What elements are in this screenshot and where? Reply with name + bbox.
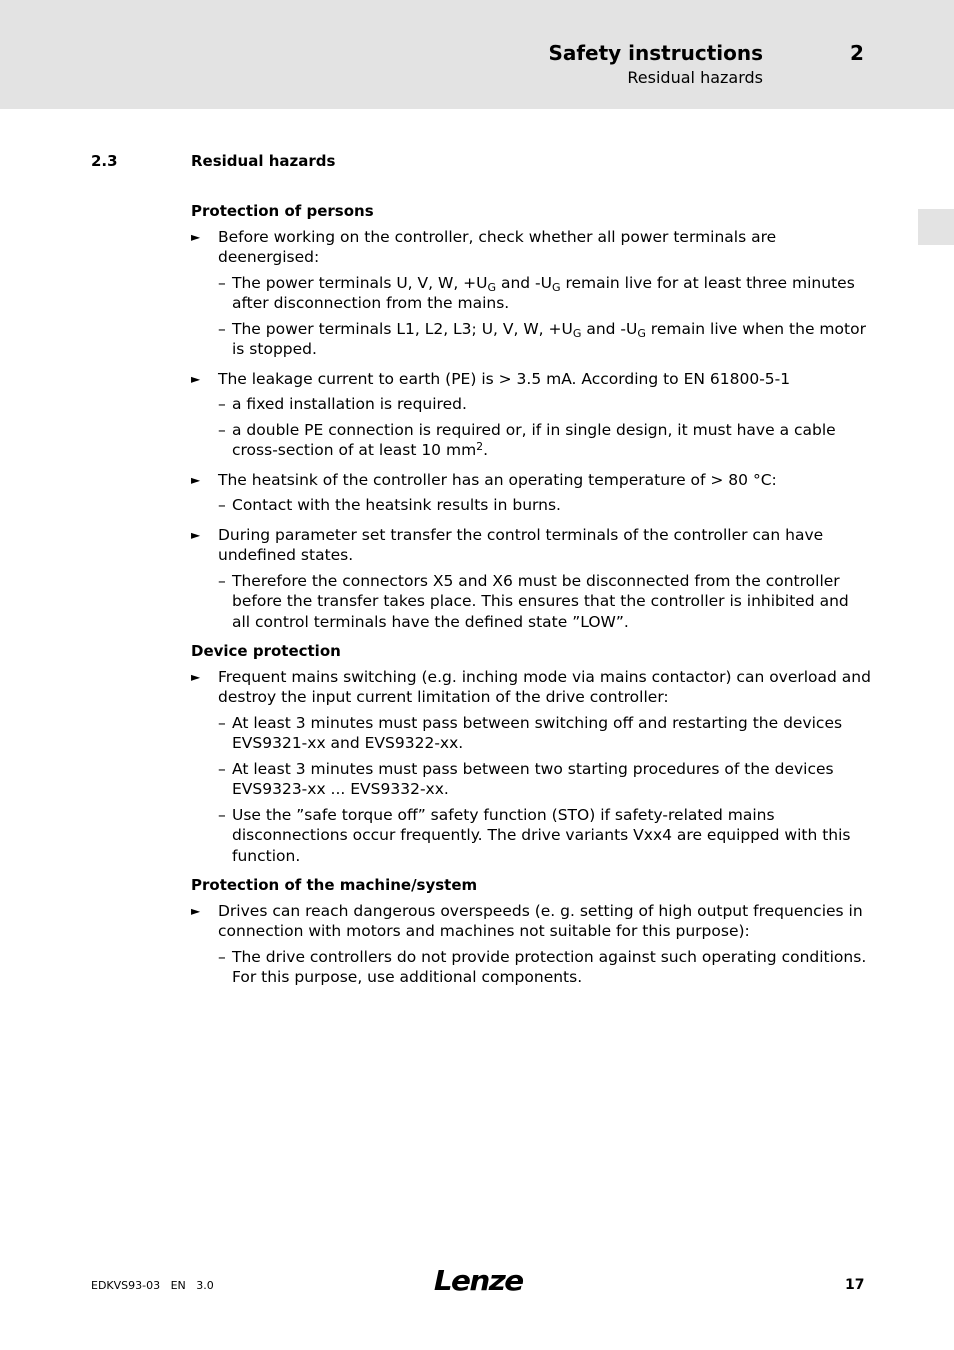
dash-item: – Use the ”safe torque off” safety function (STO) if safety-related mains disconnections occur frequently. The drive variants Vxx4 are equipped with this function. <box>218 805 851 865</box>
subheading-device-protection: Device protection <box>191 642 341 660</box>
bullet-text: Frequent mains switching (e.g. inching mode via mains contactor) can overload and destroy the input current limitation of the drive controller: <box>218 667 871 706</box>
dash-marker: – <box>218 805 226 824</box>
chapter-title: Safety instructions <box>548 41 763 65</box>
bullet-text: Before working on the controller, check whether all power terminals are deenergised: <box>218 227 777 266</box>
bullet-item <box>191 667 871 708</box>
triangle-bullet-icon: ► <box>191 903 201 918</box>
header-band <box>0 0 954 109</box>
subheading-protection-of-machine: Protection of the machine/system <box>191 876 478 894</box>
chapter-tab-marker <box>918 209 954 245</box>
dash-item: – The power terminals L1, L2, L3; U, V, W, $+U_G$ and $-U_G$ remain live when the motor is stopped. <box>218 319 866 358</box>
page-number: 17 <box>845 1277 865 1293</box>
dash-marker: – <box>218 273 226 292</box>
dash-item: – a double PE connection is required or, if in single design, it must have a cable cross-section of at least 10 $mm^2$. <box>218 420 836 459</box>
dash-marker: – <box>218 395 226 413</box>
dash-item: – a fixed installation is required. <box>218 395 467 413</box>
bullet-item <box>191 525 871 566</box>
dash-marker: – <box>218 420 226 439</box>
bullet-item <box>191 227 871 268</box>
dash-marker: – <box>218 496 226 514</box>
dash-item: – Contact with the heatsink results in burns. <box>218 496 561 514</box>
dash-marker: – <box>218 947 226 966</box>
subheading-protection-of-persons: Protection of persons <box>191 202 374 220</box>
section-title: Residual hazards <box>191 152 336 170</box>
lenze-logo: Lenze <box>433 1264 523 1297</box>
chapter-number: 2 <box>850 41 864 65</box>
bullet-text: Drives can reach dangerous overspeeds (e. g. setting of high output frequencies in connection with motors and machines not suitable for this purpose): <box>218 901 863 940</box>
bullet-item <box>191 901 871 942</box>
dash-item: – The drive controllers do not provide protection against such operating conditions. For this purpose, use additional components. <box>218 947 867 986</box>
page-content <box>191 201 871 988</box>
bullet-item <box>191 470 871 491</box>
bullet-text: During parameter set transfer the control terminals of the controller can have undefined states. <box>218 525 824 564</box>
triangle-bullet-icon: ► <box>191 229 201 244</box>
dash-marker: – <box>218 319 226 338</box>
dash-marker: – <box>218 571 226 590</box>
dash-item: – The power terminals U, V, W, $+U_G$ and $-U_G$ remain live for at least three minutes after disconnection from the mains. <box>218 273 855 312</box>
dash-item: – At least 3 minutes must pass between two starting procedures of the devices EVS9323-xx ... EVS9332-xx. <box>218 759 834 798</box>
dash-marker: – <box>218 713 226 732</box>
triangle-bullet-icon: ► <box>191 371 201 386</box>
document-code: EDKVS93-03 EN 3.0 <box>91 1279 214 1292</box>
dash-marker: – <box>218 759 226 778</box>
bullet-item <box>191 369 871 390</box>
dash-item: – Therefore the connectors X5 and X6 must be disconnected from the controller before the transfer takes place. This ensures that the controller is inhibited and all control terminals have the defined state ”LOW”. <box>218 571 849 631</box>
triangle-bullet-icon: ► <box>191 669 201 684</box>
bullet-text: The leakage current to earth (PE) is > 3.5 mA. According to EN 61800-5-1 <box>218 369 791 388</box>
triangle-bullet-icon: ► <box>191 527 201 542</box>
triangle-bullet-icon: ► <box>191 472 201 487</box>
bullet-text: The heatsink of the controller has an operating temperature of > 80 °C: <box>218 470 777 489</box>
dash-item: – At least 3 minutes must pass between switching off and restarting the devices EVS9321-xx and EVS9322-xx. <box>218 713 843 752</box>
section-number: 2.3 <box>91 152 118 170</box>
chapter-subtitle: Residual hazards <box>627 68 763 87</box>
